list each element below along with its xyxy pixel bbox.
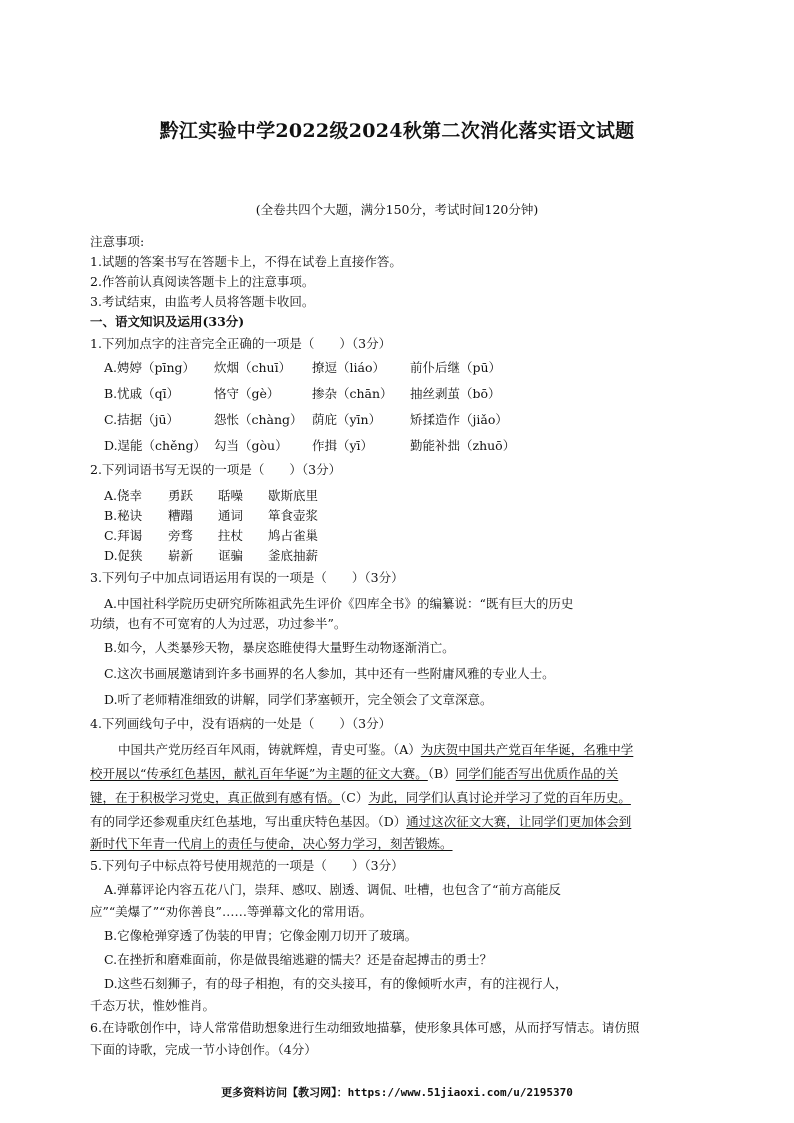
q1-c-item: 矫揉造作（jiǎo） xyxy=(410,412,508,427)
q1-a-item: A.娉婷（pīng） xyxy=(104,360,196,375)
q2-d-item: 诓骗 xyxy=(218,548,244,563)
q4-underlined-b: 同学们能否写出优质作品的关 xyxy=(455,766,619,781)
question-4-stem: 4.下列画线句子中，没有语病的一处是（ ）（3分） xyxy=(90,716,392,731)
q3-option-a-cont: 功绩，也有不可宽宥的人为过恶，功过参半”。 xyxy=(90,616,347,631)
q2-a-item: 勇跃 xyxy=(168,488,194,503)
q4-passage-line xyxy=(90,788,631,806)
question-1-stem: 1.下列加点字的注音完全正确的一项是（ ）（3分） xyxy=(90,336,392,351)
q2-option-c xyxy=(104,526,318,544)
q1-d-item: 勤能补拙（zhuō） xyxy=(410,438,516,453)
question-2-stem: 2.下列词语书写无误的一项是（ ）（3分） xyxy=(90,462,342,477)
q4-text: 中国共产党历经百年风雨，铸就辉煌，青史可鉴。（A） xyxy=(118,742,421,757)
q2-b-item: B.秘诀 xyxy=(104,508,143,523)
exam-title: 黔江实验中学2022级2024秋第二次消化落实语文试题 xyxy=(159,120,635,142)
q4-underlined-a: 为庆贺中国共产党百年华诞，名雅中学 xyxy=(420,742,634,757)
q1-a-item: 炊烟（chuī） xyxy=(214,360,292,375)
q5-option-a: A.弹幕评论内容五花八门，崇拜、感叹、剧透、调侃、吐槽，也包含了“前方高能反 xyxy=(104,882,561,897)
q3-option-d: D.听了老师精准细致的讲解，同学们茅塞顿开，完全领会了文章深意。 xyxy=(104,692,493,707)
q2-option-b xyxy=(104,506,318,524)
q2-option-a xyxy=(104,486,318,504)
q1-b-item: 掺杂（chān） xyxy=(312,386,393,401)
q1-option-b xyxy=(104,384,501,402)
q4-passage-line xyxy=(90,812,631,830)
q4-underlined-d: 新时代下年青一代肩上的责任与使命，决心努力学习，刻苦锻炼。 xyxy=(90,836,453,851)
q2-d-item: D.促狭 xyxy=(104,548,143,563)
q1-c-item: 荫庇（yīn） xyxy=(312,412,382,427)
q4-underlined-a: 校开展以“传承红色基因，献礼百年华诞”为主题的征文大赛。 xyxy=(90,766,428,781)
q2-c-item: 拄杖 xyxy=(218,528,244,543)
q5-option-d: D.这些石刻狮子，有的母子相抱，有的交头接耳，有的像倾听水声，有的注视行人， xyxy=(104,976,568,991)
q1-b-item: 抽丝剥茧（bō） xyxy=(410,386,501,401)
q4-underlined-c: 为此，同学们认真讨论并学习了党的百年历史。 xyxy=(368,790,631,805)
footer-link-text: 更多资料访问【教习网】：https://www.51jiaoxi.com/u/2195370 xyxy=(221,1086,573,1099)
q5-option-d-cont: 千态万状，惟妙惟肖。 xyxy=(90,998,216,1013)
q4-underlined-b: 键，在于积极学习党史，真正做到有感有悟。 xyxy=(90,790,341,805)
note-item: 2.作答前认真阅读答题卡上的注意事项。 xyxy=(90,274,315,289)
question-6-stem: 6.在诗歌创作中，诗人常常借助想象进行生动细致地描摹，使形象具体可感，从而抒写情志。请仿照 xyxy=(90,1020,640,1035)
q2-b-item: 糟蹋 xyxy=(168,508,194,523)
q1-b-item: 恪守（gè） xyxy=(214,386,280,401)
q2-a-item: 歇斯底里 xyxy=(268,488,319,503)
exam-subtitle: (全卷共四个大题，满分150分，考试时间120分钟) xyxy=(255,202,539,217)
q4-text: （B） xyxy=(427,766,456,781)
q4-passage-line xyxy=(90,834,453,852)
q1-option-d xyxy=(104,436,515,454)
question-3-stem: 3.下列句子中加点词语运用有误的一项是（ ）（3分） xyxy=(90,570,404,585)
question-6-stem-cont: 下面的诗歌，完成一节小诗创作。（4分） xyxy=(90,1042,317,1057)
q2-option-d xyxy=(104,546,318,564)
q1-d-item: D.逞能（chěng） xyxy=(104,438,207,453)
q4-text: （C） xyxy=(340,790,369,805)
q1-option-a xyxy=(104,358,501,376)
q2-b-item: 箪食壶浆 xyxy=(268,508,319,523)
notes-heading: 注意事项: xyxy=(90,234,145,249)
q5-option-c: C.在挫折和磨难面前，你是做畏缩逃避的懦夫？还是奋起搏击的勇士？ xyxy=(104,952,493,967)
q1-a-item: 前仆后继（pū） xyxy=(410,360,502,375)
q4-text: 有的同学还参观重庆红色基地，写出重庆特色基因。（D） xyxy=(90,814,407,829)
q2-d-item: 釜底抽薪 xyxy=(268,548,319,563)
q5-option-a-cont: 应”“美爆了”“劝你善良”……等弹幕文化的常用语。 xyxy=(90,904,372,919)
q5-option-b: B.它像枪弹穿透了伪装的甲胄；它像金刚刀切开了玻璃。 xyxy=(104,928,418,943)
q2-b-item: 通词 xyxy=(218,508,244,523)
section-heading: 一、语文知识及运用(33分) xyxy=(90,314,245,329)
q2-a-item: A.侥幸 xyxy=(104,488,143,503)
q2-a-item: 聒噪 xyxy=(218,488,244,503)
note-item: 1.试题的答案书写在答题卡上，不得在试卷上直接作答。 xyxy=(90,254,402,269)
q1-c-item: 怨怅（chàng） xyxy=(214,412,303,427)
q1-d-item: 勾当（gòu） xyxy=(214,438,288,453)
note-item: 3.考试结束，由监考人员将答题卡收回。 xyxy=(90,294,315,309)
q2-c-item: 旁骛 xyxy=(168,528,194,543)
q3-option-b: B.如今，人类暴殄天物，暴戾恣睢使得大量野生动物逐渐消亡。 xyxy=(104,640,455,655)
q3-option-a: A.中国社科学院历史研究所陈祖武先生评价《四库全书》的编纂说：“既有巨大的历史 xyxy=(104,596,574,611)
q1-b-item: B.忧戚（qī） xyxy=(104,386,180,401)
q1-d-item: 作揖（yī） xyxy=(312,438,374,453)
q4-underlined-d: 通过这次征文大赛，让同学们更加体会到 xyxy=(406,814,632,829)
q1-option-c xyxy=(104,410,508,428)
q2-c-item: C.拜谒 xyxy=(104,528,143,543)
q1-c-item: C.拮据（jū） xyxy=(104,412,180,427)
q2-c-item: 鸠占雀巢 xyxy=(268,528,319,543)
q3-option-c: C.这次书画展邀请到许多书画界的名人参加，其中还有一些附庸风雅的专业人士。 xyxy=(104,666,555,681)
q4-passage-line xyxy=(90,764,618,782)
question-5-stem: 5.下列句子中标点符号使用规范的一项是（ ）（3分） xyxy=(90,858,404,873)
q1-a-item: 撩逗（liáo） xyxy=(312,360,385,375)
q2-d-item: 崭新 xyxy=(168,548,194,563)
q4-passage-line xyxy=(118,740,633,758)
